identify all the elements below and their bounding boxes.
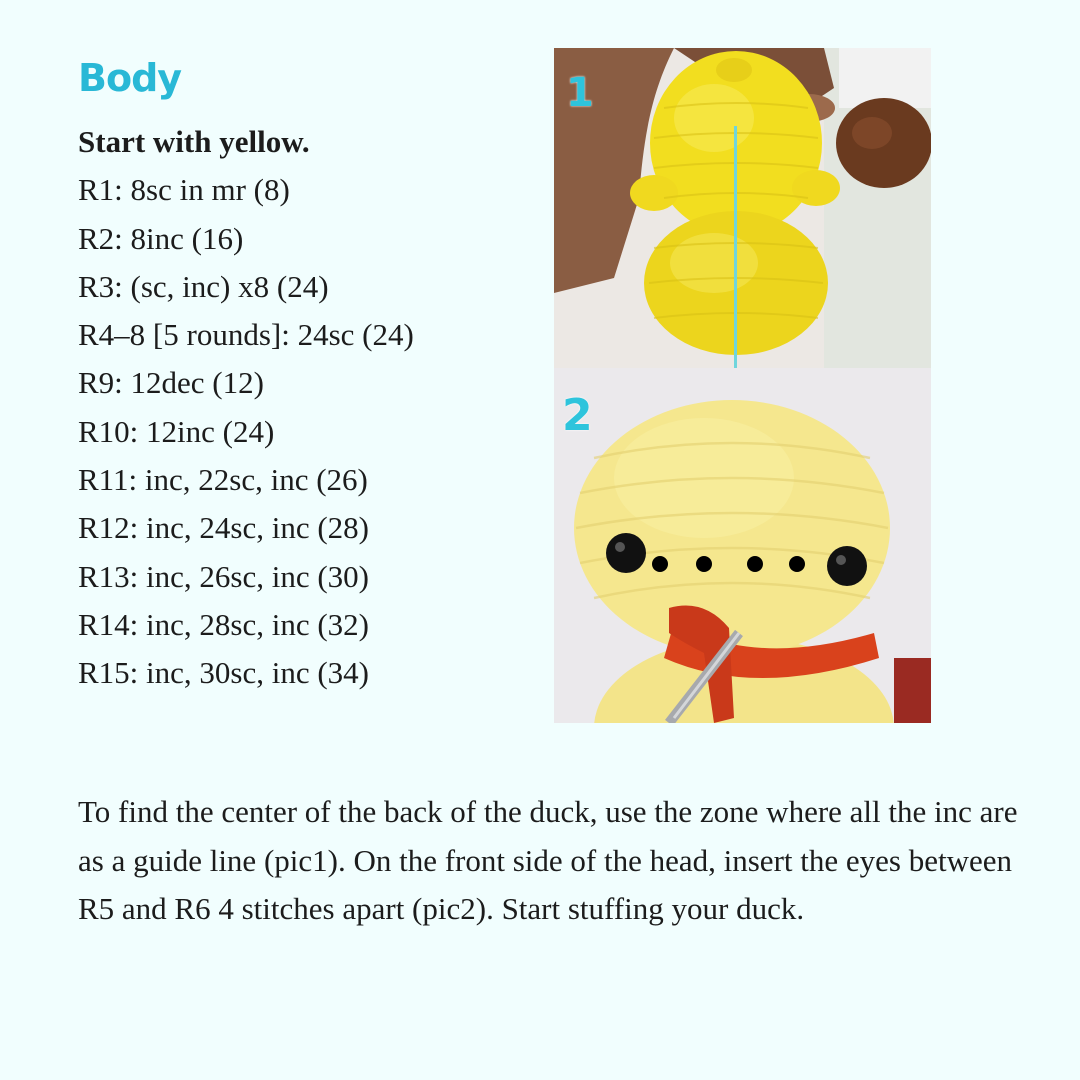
round-row: R9: 12dec (12) <box>78 365 264 401</box>
round-row: R15: inc, 30sc, inc (34) <box>78 655 370 691</box>
round-row: R13: inc, 26sc, inc (30) <box>78 558 370 594</box>
round-row: R14: inc, 28sc, inc (32) <box>78 606 370 642</box>
round-row: R10: 12inc (24) <box>78 413 275 449</box>
photo-label: 2 <box>562 390 593 441</box>
round-row: R4–8 [5 rounds]: 24sc (24) <box>78 317 414 353</box>
instruction-note: To find the center of the back of the duck, use the zone where all the inc are as a guide line (pic1). On the front side of the head, insert the eyes between R5 and R6 4 stitches apart (pic2). Start stuffing your duck. <box>78 794 1018 926</box>
photo-duck-front <box>554 368 931 723</box>
round-row: R3: (sc, inc) x8 (24) <box>78 268 329 304</box>
round-row: R12: inc, 24sc, inc (28) <box>78 510 370 546</box>
photo-collage <box>554 48 931 723</box>
pattern-intro: Start with yellow. <box>78 124 310 159</box>
pattern-instructions <box>78 118 414 698</box>
round-row: R2: 8inc (16) <box>78 220 244 256</box>
round-row: R1: 8sc in mr (8) <box>78 172 290 208</box>
photo-duck-back <box>554 48 931 368</box>
round-row: R11: inc, 22sc, inc (26) <box>78 462 368 498</box>
photo-label: 1 <box>566 70 594 116</box>
section-title: Body <box>78 56 182 100</box>
